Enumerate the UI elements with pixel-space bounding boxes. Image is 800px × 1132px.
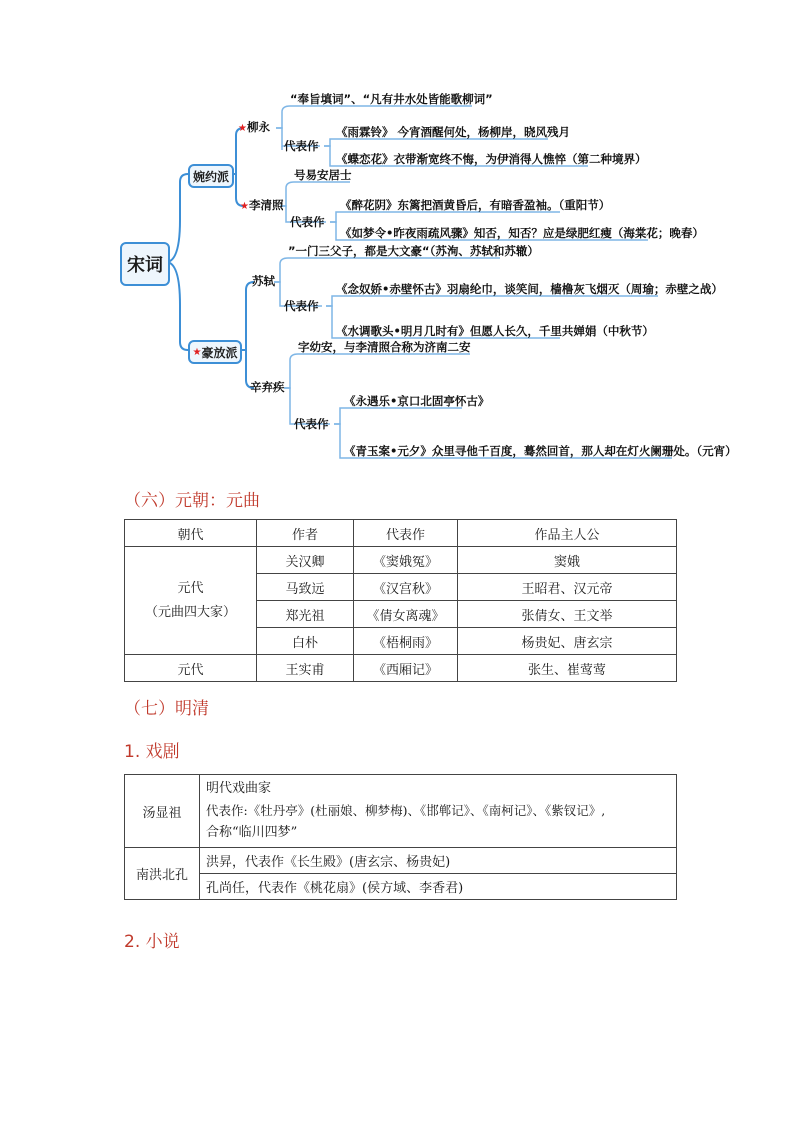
hongsheng-cell: 洪昇，代表作《长生殿》(唐玄宗、杨贵妃)	[200, 848, 677, 874]
protagonist-cell: 张生、崔莺莺	[458, 655, 677, 682]
work-cell: 《西厢记》	[354, 655, 458, 682]
kongshangren-cell: 孔尚任，代表作《桃花扇》(侯方域、李香君)	[200, 874, 677, 900]
header-author: 作者	[257, 520, 354, 547]
liuyong-name: 柳永	[246, 120, 270, 134]
xinqiji-work-2: 《青玉案•元夕》众里寻他千百度，蓦然回首，那人却在灯火阑珊处。（元宵）	[344, 444, 737, 458]
tang-line3: 合称“临川四梦”	[206, 825, 298, 840]
liuyong-desc: “奉旨填词”、“凡有井水处皆能歌柳词”	[290, 92, 493, 106]
poet-xinqiji: 辛弃疾	[250, 380, 285, 394]
protagonist-cell: 杨贵妃、唐玄宗	[458, 628, 677, 655]
drama-table	[124, 774, 677, 900]
haofang-label: 豪放派	[201, 345, 238, 360]
table-row	[125, 775, 677, 848]
liuyong-work-2: 《蝶恋花》衣带渐宽终不悔，为伊消得人憔悴（第二种境界）	[336, 152, 647, 166]
node-wanyue-school	[188, 164, 234, 188]
dynasty-cell: 元代	[125, 655, 257, 682]
group-dynasty-cell	[125, 547, 257, 655]
star-icon: ★	[240, 201, 249, 212]
header-dynasty: 朝代	[125, 520, 257, 547]
wanyue-label: 婉约派	[192, 169, 229, 184]
nanhong-name-cell: 南洪北孔	[125, 848, 200, 900]
table-row	[125, 874, 677, 900]
author-cell: 关汉卿	[257, 547, 354, 574]
liuyong-rep-label: 代表作	[284, 139, 319, 153]
work-cell: 《梧桐雨》	[354, 628, 458, 655]
sushi-rep-label: 代表作	[284, 299, 319, 313]
xinqiji-rep-label: 代表作	[294, 417, 329, 431]
author-cell: 郑光祖	[257, 601, 354, 628]
sushi-work-2: 《水调歌头•明月几时有》但愿人长久，千里共婵娟（中秋节）	[336, 324, 654, 338]
root-node-song-ci	[120, 242, 170, 286]
tang-name-cell: 汤显祖	[125, 775, 200, 848]
liqingzhao-work-1: 《醉花阴》东篱把酒黄昏后，有暗香盈袖。（重阳节）	[340, 198, 611, 212]
author-cell: 白朴	[257, 628, 354, 655]
table-header-row	[125, 520, 677, 547]
work-cell: 《倩女离魂》	[354, 601, 458, 628]
section-7-heading: （七）明清	[124, 699, 209, 719]
sushi-desc: ”一门三父子，都是大文豪“（苏洵、苏轼和苏辙）	[288, 244, 539, 258]
protagonist-cell: 王昭君、汉元帝	[458, 574, 677, 601]
table-row	[125, 655, 677, 682]
liqingzhao-work-2: 《如梦令•昨夜雨疏风骤》知否，知否？应是绿肥红瘦（海棠花；晚春）	[340, 226, 704, 240]
xinqiji-desc: 字幼安，与李清照合称为济南二安	[298, 340, 471, 354]
protagonist-cell: 窦娥	[458, 547, 677, 574]
drama-heading: 1. 戏剧	[124, 742, 180, 762]
header-protagonist: 作品主人公	[458, 520, 677, 547]
liqingzhao-rep-label: 代表作	[290, 215, 325, 229]
group-dynasty-line2: （元曲四大家）	[144, 604, 236, 620]
tang-line1: 明代戏曲家	[206, 781, 272, 796]
root-label: 宋词	[127, 255, 163, 276]
yuan-qu-table	[124, 519, 677, 682]
poet-sushi: 苏轼	[252, 274, 275, 288]
group-dynasty-line1: 元代	[177, 580, 204, 596]
poet-liqingzhao	[240, 198, 283, 214]
novel-heading: 2. 小说	[124, 932, 180, 952]
work-cell: 《汉宫秋》	[354, 574, 458, 601]
header-work: 代表作	[354, 520, 458, 547]
poet-liuyong	[238, 120, 270, 136]
liuyong-work-1: 《雨霖铃》 今宵酒醒何处，杨柳岸，晓风残月	[336, 125, 571, 139]
protagonist-cell: 张倩女、王文举	[458, 601, 677, 628]
star-icon: ★	[238, 123, 247, 134]
author-cell: 王实甫	[257, 655, 354, 682]
sushi-work-1: 《念奴娇•赤壁怀古》羽扇纶巾，谈笑间，樯橹灰飞烟灭（周瑜；赤壁之战）	[336, 282, 723, 296]
section-6-heading: （六）元朝：元曲	[124, 491, 260, 511]
star-icon: ★	[192, 346, 202, 358]
table-row	[125, 848, 677, 874]
work-cell: 《窦娥冤》	[354, 547, 458, 574]
song-ci-mind-map	[0, 90, 800, 470]
liqingzhao-desc: 号易安居士	[294, 168, 352, 182]
tang-line2: 代表作:《牡丹亭》(杜丽娘、柳梦梅)、《邯郸记》、《南柯记》、《紫钗记》,	[206, 803, 606, 818]
table-row	[125, 547, 677, 574]
tang-detail-cell	[200, 775, 677, 848]
liqingzhao-name: 李清照	[248, 198, 284, 212]
xinqiji-work-1: 《永遇乐•京口北固亭怀古》	[344, 394, 490, 408]
author-cell: 马致远	[257, 574, 354, 601]
node-haofang-school	[188, 340, 242, 364]
